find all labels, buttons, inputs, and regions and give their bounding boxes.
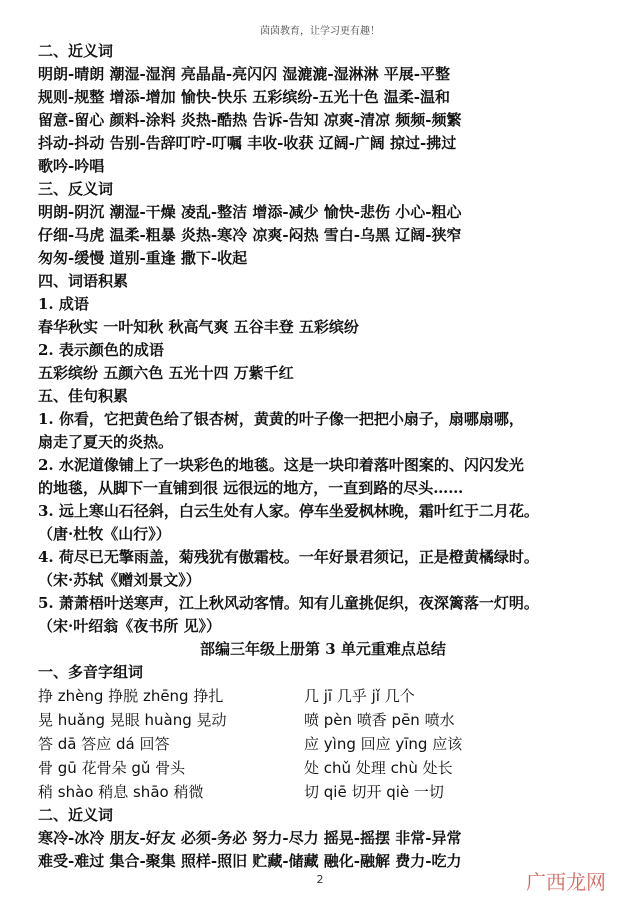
poly-row <box>38 756 608 780</box>
document-body <box>38 40 608 873</box>
poly-row <box>38 708 608 732</box>
page-number: 2 <box>316 873 324 886</box>
heading-sentences: 五、佳句积累 <box>38 387 129 405</box>
poly-left: 挣 zhèng 挣脱 zhēng 挣扎 <box>38 687 224 705</box>
text-line: 歌吟-吟唱 <box>38 157 105 175</box>
heading-antonyms: 三、反义词 <box>38 180 114 198</box>
text-line: 抖动-抖动 告别-告辞叮咛-叮嘱 丰收-收获 辽阔-广阔 掠过-拂过 <box>38 134 457 152</box>
poly-right: 应 yìng 回应 yīng 应该 <box>304 735 463 753</box>
text-line: 明朗-晴朗 潮湿-湿润 亮晶晶-亮闪闪 湿漉漉-湿淋淋 平展-平整 <box>38 65 451 83</box>
poly-left: 晃 huǎng 晃眼 huàng 晃动 <box>38 711 227 729</box>
subheading-color-idioms: 2. 表示颜色的成语 <box>38 341 164 359</box>
poly-right: 处 chǔ 处理 chù 处长 <box>304 759 453 777</box>
poly-row <box>38 684 608 708</box>
text-line: 明朗-阴沉 潮湿-干燥 凌乱-整洁 增添-减少 愉快-悲伤 小心-粗心 <box>38 203 462 221</box>
poly-right: 喷 pèn 喷香 pēn 喷水 <box>304 711 455 729</box>
heading-polyphonic: 一、多音字组词 <box>38 663 144 681</box>
text-line: 规则-规整 增添-增加 愉快-快乐 五彩缤纷-五光十色 温柔-温和 <box>38 88 451 106</box>
text-line: 春华秋实 一叶知秋 秋高气爽 五谷丰登 五彩缤纷 <box>38 318 359 336</box>
text-line: 1. 你看，它把黄色给了银杏树，黄黄的叶子像一把把小扇子，扇哪扇哪， <box>38 410 524 428</box>
poem-line: 3. 远上寒山石径斜，白云生处有人家。停车坐爱枫林晚，霜叶红于二月花。 <box>38 502 539 520</box>
poly-left: 答 dā 答应 dá 回答 <box>38 735 170 753</box>
poem-line: 5. 萧萧梧叶送寒声，江上秋风动客情。知有儿童挑促织，夜深篱落一灯明。 <box>38 594 539 612</box>
text-line: 2. 水泥道像铺上了一块彩色的地毯。这是一块印着落叶图案的、闪闪发光 <box>38 456 524 474</box>
text-line: 难受-难过 集合-聚集 照样-照旧 贮藏-储藏 融化-融解 费力-吃力 <box>38 852 462 870</box>
poly-left: 稍 shào 稍息 shāo 稍微 <box>38 783 204 801</box>
text-line: 五彩缤纷 五颜六色 五光十四 万紫千红 <box>38 364 294 382</box>
poly-row <box>38 732 608 756</box>
poem-source: （宋·叶绍翁《夜书所 见》） <box>38 617 221 635</box>
watermark: 广西龙网 <box>526 870 606 894</box>
heading-vocabulary: 四、词语积累 <box>38 272 129 290</box>
heading-synonyms: 二、近义词 <box>38 42 114 60</box>
heading-synonyms-2: 二、近义词 <box>38 806 114 824</box>
text-line: 匆匆-缓慢 道别-重逢 撒下-收起 <box>38 249 248 267</box>
text-line: 留意-留心 颜料-涂料 炎热-酷热 告诉-告知 凉爽-清凉 频频-频繁 <box>38 111 462 129</box>
page-header: 茵茵教育，让学习更有趣！ <box>260 26 380 37</box>
poem-source: （宋·苏轼《赠刘景文》） <box>38 571 201 589</box>
poly-right: 几 jī 几乎 jǐ 几个 <box>304 687 415 705</box>
text-line: 仔细-马虎 温柔-粗暴 炎热-寒冷 凉爽-闷热 雪白-乌黑 辽阔-狭窄 <box>38 226 462 244</box>
poem-line: 4. 荷尽已无擎雨盖，菊残犹有傲霜枝。一年好景君须记，正是橙黄橘绿时。 <box>38 548 539 566</box>
poem-source: （唐·杜牧《山行》） <box>38 525 171 543</box>
text-line: 寒冷-冰冷 朋友-好友 必须-务必 努力-尽力 摇晃-摇摆 非常-异常 <box>38 829 462 847</box>
text-line: 扇走了夏天的炎热。 <box>38 433 174 451</box>
text-line: 的地毯，从脚下一直铺到很 远很远的地方，一直到路的尽头…… <box>38 479 464 497</box>
section-title: 部编三年级上册第 3 单元重难点总结 <box>200 640 446 658</box>
subheading-idioms: 1. 成语 <box>38 295 89 313</box>
poly-row <box>38 780 608 804</box>
poly-right: 切 qiē 切开 qiè 一切 <box>304 783 444 801</box>
poly-left: 骨 gū 花骨朵 gǔ 骨头 <box>38 759 186 777</box>
